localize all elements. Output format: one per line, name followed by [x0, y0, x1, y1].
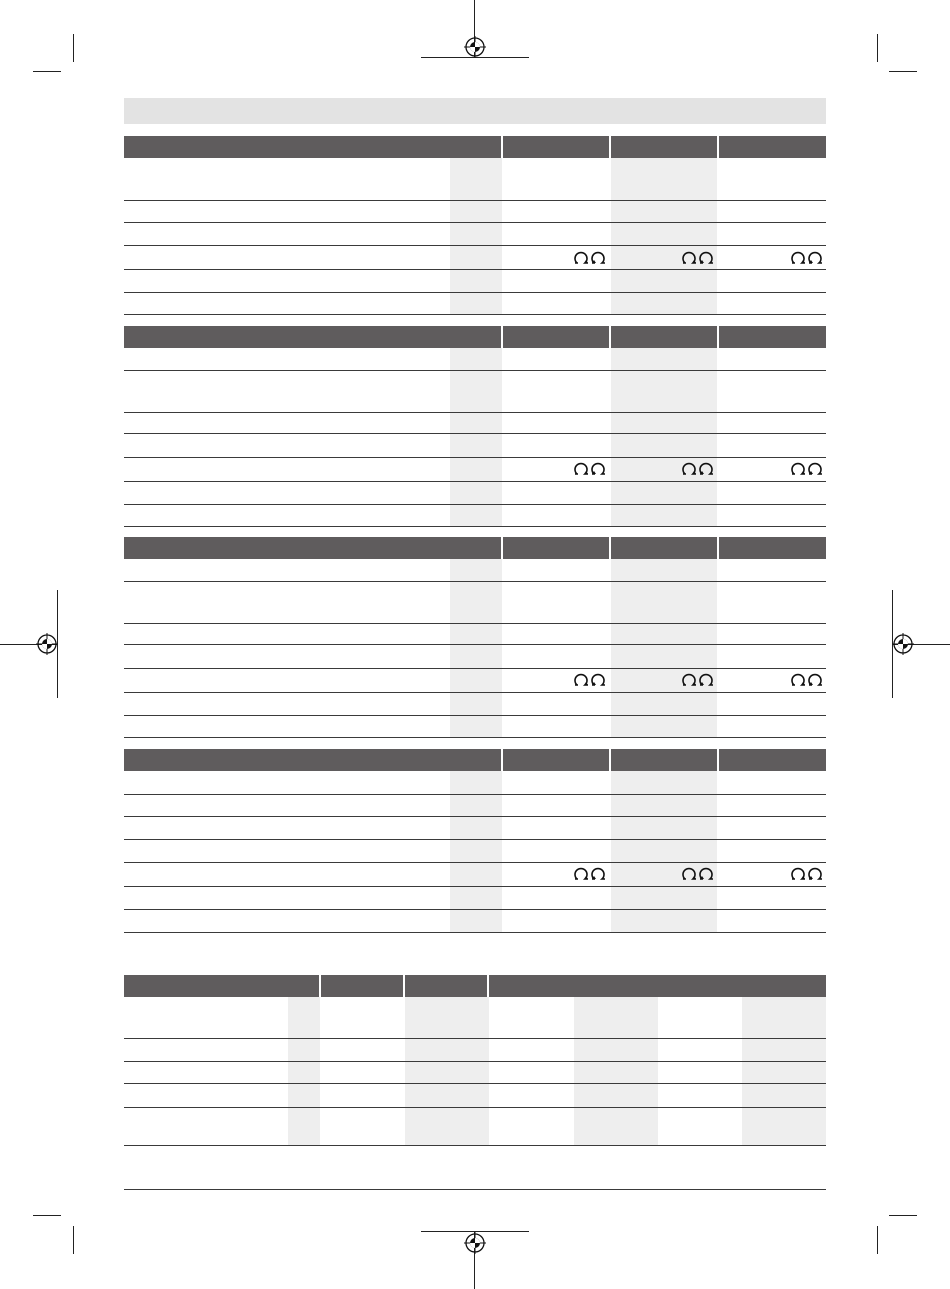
- table-header-row: [124, 537, 826, 559]
- row-divider: [124, 1107, 826, 1108]
- crop-mark: [877, 1226, 878, 1254]
- row-divider: [124, 526, 826, 527]
- unit-column: [450, 158, 502, 314]
- crop-mark: [73, 34, 74, 62]
- row-divider: [124, 839, 826, 840]
- row-divider: [124, 932, 826, 933]
- row-divider: [124, 433, 826, 434]
- rotation-direction-icon: [573, 867, 607, 881]
- rotation-direction-icon: [573, 673, 607, 687]
- row-divider: [124, 715, 826, 716]
- row-divider: [124, 269, 826, 270]
- page-header-band: [124, 98, 826, 124]
- crop-mark: [889, 71, 917, 72]
- row-divider: [124, 1038, 826, 1039]
- value-column-shaded: [742, 997, 826, 1145]
- rotation-direction-icon: [790, 462, 824, 476]
- rotation-direction-icon: [681, 251, 715, 265]
- unit-column: [450, 348, 502, 526]
- table-header-row: [124, 326, 826, 348]
- row-divider: [124, 644, 826, 645]
- table-header-row: [124, 975, 826, 997]
- row-divider: [124, 200, 826, 201]
- value-column-shaded: [405, 997, 489, 1145]
- row-divider: [124, 1083, 826, 1084]
- rotation-direction-icon: [790, 251, 824, 265]
- footer-rule: [124, 1189, 826, 1190]
- crop-mark: [877, 34, 878, 62]
- row-divider: [124, 222, 826, 223]
- rotation-direction-icon: [681, 867, 715, 881]
- row-divider: [124, 1145, 826, 1146]
- row-divider: [124, 623, 826, 624]
- row-divider: [124, 862, 826, 863]
- unit-column: [288, 997, 320, 1145]
- row-divider: [124, 292, 826, 293]
- rotation-direction-icon: [790, 673, 824, 687]
- row-divider: [124, 737, 826, 738]
- row-divider: [124, 909, 826, 910]
- row-divider: [124, 794, 826, 795]
- rotation-direction-icon: [573, 462, 607, 476]
- row-divider: [124, 412, 826, 413]
- value-column-shaded: [611, 348, 717, 526]
- table-header-row: [124, 749, 826, 771]
- registration-mark-icon: [36, 633, 58, 655]
- crop-mark: [889, 1215, 917, 1216]
- row-divider: [124, 504, 826, 505]
- registration-mark-icon: [892, 633, 914, 655]
- row-divider: [124, 370, 826, 371]
- crop-mark: [33, 71, 61, 72]
- row-divider: [124, 581, 826, 582]
- rotation-direction-icon: [681, 462, 715, 476]
- value-column-shaded: [611, 771, 717, 932]
- row-divider: [124, 692, 826, 693]
- value-column-shaded: [611, 559, 717, 737]
- crop-mark: [73, 1226, 74, 1254]
- value-column-shaded: [574, 997, 658, 1145]
- row-divider: [124, 668, 826, 669]
- rotation-direction-icon: [790, 867, 824, 881]
- row-divider: [124, 245, 826, 246]
- rotation-direction-icon: [573, 251, 607, 265]
- row-divider: [124, 481, 826, 482]
- row-divider: [124, 886, 826, 887]
- unit-column: [450, 771, 502, 932]
- registration-mark-icon: [464, 36, 486, 58]
- table-header-row: [124, 136, 826, 158]
- row-divider: [124, 314, 826, 315]
- row-divider: [124, 1061, 826, 1062]
- rotation-direction-icon: [681, 673, 715, 687]
- unit-column: [450, 559, 502, 737]
- row-divider: [124, 457, 826, 458]
- registration-mark-icon: [464, 1232, 486, 1254]
- value-column-shaded: [611, 158, 717, 314]
- crop-mark: [33, 1215, 61, 1216]
- row-divider: [124, 816, 826, 817]
